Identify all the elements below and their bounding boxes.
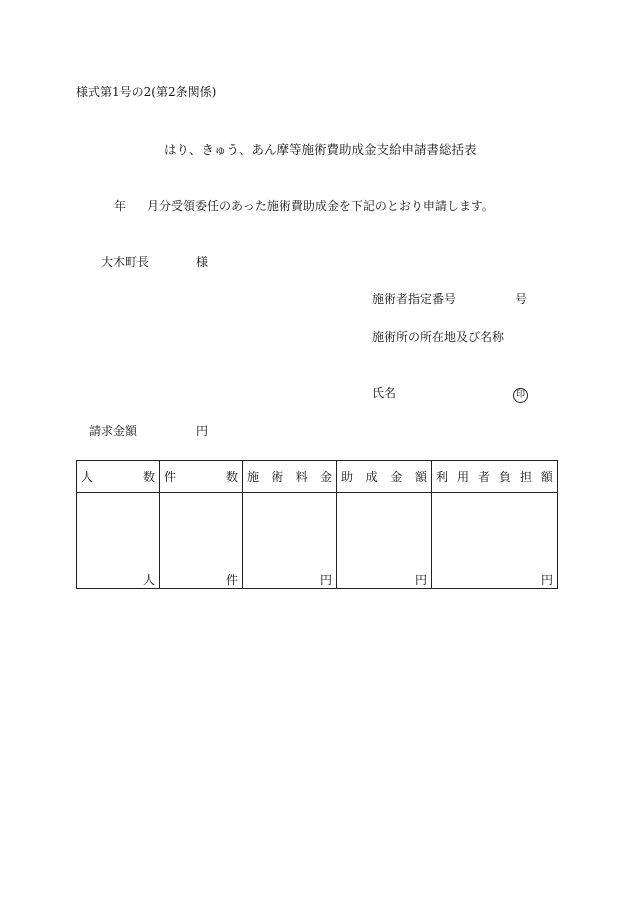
header-text: 術 (271, 469, 284, 484)
header-text: 施 (247, 469, 260, 484)
header-text: 用 (456, 469, 469, 484)
unit-label: 円 (540, 573, 553, 587)
header-text: 人 (81, 469, 94, 484)
treatment-fee-cell[interactable] (243, 493, 337, 589)
document-title: はり、きゅう、あん摩等施術費助成金支給申請書総括表 (164, 142, 477, 157)
header-text: 額 (540, 469, 553, 484)
statement-text: 月分受領委任のあった施術費助成金を下記のとおり申請します。 (147, 199, 494, 213)
header-text: 件 (164, 469, 177, 484)
claim-amount-label: 請求金額 (89, 424, 138, 438)
seal-mark (513, 386, 528, 403)
unit-label: 人 (142, 573, 155, 587)
form-number: 様式第1号の2(第2条関係) (76, 85, 217, 99)
statement-year: 年 (114, 199, 127, 213)
seal-icon: 印 (513, 388, 528, 403)
header-treatment-fee (243, 461, 337, 493)
header-text: 金 (319, 469, 332, 484)
clinic-address-label: 施術所の所在地及び名称 (372, 330, 505, 344)
header-text: 数 (225, 469, 238, 484)
unit-label: 件 (225, 573, 238, 587)
header-text: 負 (498, 469, 511, 484)
header-text: 成 (365, 469, 378, 484)
case-count-cell[interactable] (160, 493, 243, 589)
header-subsidy-amount (337, 461, 432, 493)
applicant-name-label: 氏名 (372, 386, 397, 400)
header-text: 数 (142, 469, 155, 484)
summary-table (76, 460, 558, 589)
header-text: 助 (341, 469, 354, 484)
unit-label: 円 (319, 573, 332, 587)
addressee-name: 大木町長 (101, 255, 150, 269)
header-text: 額 (414, 469, 427, 484)
claim-amount-unit: 円 (196, 424, 209, 438)
header-people-count (77, 461, 160, 493)
user-burden-cell[interactable] (432, 493, 558, 589)
designation-number-label: 施術者指定番号 (372, 292, 457, 306)
header-text: 担 (519, 469, 532, 484)
designation-number-suffix: 号 (515, 292, 528, 306)
header-case-count (160, 461, 243, 493)
unit-label: 円 (414, 573, 427, 587)
table-header-row (77, 461, 558, 493)
subsidy-amount-cell[interactable] (337, 493, 432, 589)
people-count-cell[interactable] (77, 493, 160, 589)
addressee-honorific: 様 (196, 255, 209, 269)
header-text: 者 (477, 469, 490, 484)
header-text: 料 (295, 469, 308, 484)
header-text: 利 (436, 469, 449, 484)
table-row (77, 493, 558, 589)
header-text: 金 (390, 469, 403, 484)
header-user-burden (432, 461, 558, 493)
